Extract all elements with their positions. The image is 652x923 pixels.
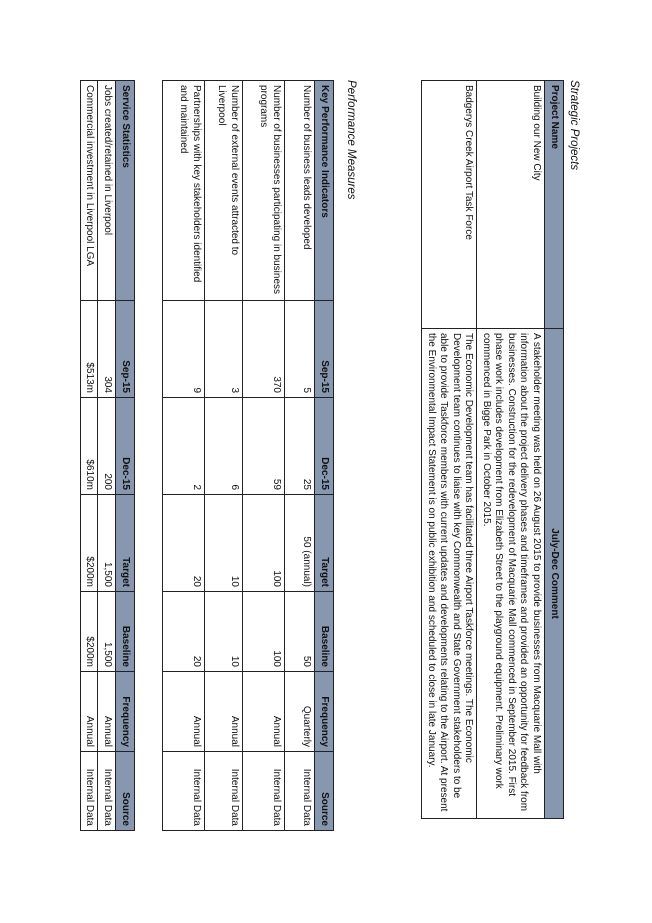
source-cell: Internal Data: [243, 752, 285, 831]
source-cell: Internal Data: [285, 752, 315, 831]
frequency-cell: Annual: [98, 672, 116, 752]
sep-15-cell: 9: [163, 301, 205, 398]
column-header: Source: [315, 752, 334, 831]
target-cell: $200m: [81, 495, 99, 592]
frequency-cell: Quarterly: [285, 672, 315, 752]
table-header-row: [315, 81, 334, 831]
dec-15-cell: 200: [98, 398, 116, 495]
column-header: Target: [116, 495, 135, 592]
kpi-cell: Partnerships with key stakeholders identified and maintained: [163, 81, 205, 301]
sep-15-cell: $513m: [81, 301, 99, 398]
source-cell: Internal Data: [81, 752, 99, 831]
service-statistics-table: [80, 80, 135, 831]
target-cell: 100: [243, 495, 285, 592]
column-header: Key Performance Indicators: [315, 81, 334, 301]
target-cell: 10: [205, 495, 243, 592]
baseline-cell: 10: [205, 592, 243, 672]
column-header: Target: [315, 495, 334, 592]
table-header-row: [116, 81, 135, 831]
frequency-cell: Annual: [205, 672, 243, 752]
strategic-projects-heading: Strategic Projects: [568, 80, 580, 171]
baseline-cell: 20: [163, 592, 205, 672]
baseline-cell: $200m: [81, 592, 99, 672]
performance-measures-heading: Performance Measures: [345, 80, 357, 200]
statistic-cell: Commercial investment in Liverpool LGA: [81, 81, 99, 301]
table-row: [477, 81, 545, 819]
comment-cell: A stakeholder meeting was held on 26 August 2015 to provide businesses from Macquarie Mall with information about the project delivery phases and timeframes and provided an opportunity for feedback from businesses. Construction for the redevelopment of Macquarie Mall commenced in September 2015. First phase work includes development from Elizabeth Street to the playground equipment. Preliminary work commenced in Bigge Park in October 2015.: [477, 329, 545, 819]
table-row: [98, 81, 116, 831]
dec-15-cell: 6: [205, 398, 243, 495]
baseline-cell: 100: [243, 592, 285, 672]
table-row: [81, 81, 99, 831]
column-header: Dec-15: [315, 398, 334, 495]
column-header: Sep-15: [315, 301, 334, 398]
table-row: [205, 81, 243, 831]
table-row: [163, 81, 205, 831]
target-cell: 50 (annual): [285, 495, 315, 592]
table-header-row: [545, 81, 564, 819]
table-row: [243, 81, 285, 831]
column-header: Frequency: [116, 672, 135, 752]
column-header: Service Statistics: [116, 81, 135, 301]
dec-15-cell: 2: [163, 398, 205, 495]
sep-15-cell: 304: [98, 301, 116, 398]
sep-15-cell: 3: [205, 301, 243, 398]
frequency-cell: Annual: [163, 672, 205, 752]
dec-15-cell: 25: [285, 398, 315, 495]
column-header: Baseline: [315, 592, 334, 672]
kpi-cell: Number of business leads developed: [285, 81, 315, 301]
baseline-cell: 1,500: [98, 592, 116, 672]
column-header: Sep-15: [116, 301, 135, 398]
kpi-cell: Number of businesses participating in business programs: [243, 81, 285, 301]
source-cell: Internal Data: [163, 752, 205, 831]
source-cell: Internal Data: [98, 752, 116, 831]
column-header: Baseline: [116, 592, 135, 672]
baseline-cell: 50: [285, 592, 315, 672]
sep-15-cell: 5: [285, 301, 315, 398]
source-cell: Internal Data: [205, 752, 243, 831]
frequency-cell: Annual: [243, 672, 285, 752]
column-header: Frequency: [315, 672, 334, 752]
target-cell: 1,500: [98, 495, 116, 592]
dec-15-cell: $610m: [81, 398, 99, 495]
strategic-projects-table: [422, 80, 565, 819]
frequency-cell: Annual: [81, 672, 99, 752]
column-header: Dec-15: [116, 398, 135, 495]
table-row: [285, 81, 315, 831]
statistic-cell: Jobs created/retained in Liverpool: [98, 81, 116, 301]
project-name-cell: Building our New City: [477, 81, 545, 329]
column-header: July-Dec Comment: [545, 329, 564, 819]
column-header: Source: [116, 752, 135, 831]
project-name-cell: Badgerys Creek Airport Task Force: [422, 81, 477, 329]
kpi-cell: Number of external events attracted to Liverpool: [205, 81, 243, 301]
target-cell: 20: [163, 495, 205, 592]
table-row: [422, 81, 477, 819]
column-header: Project Name: [545, 81, 564, 329]
performance-measures-table: [162, 80, 334, 831]
comment-cell: The Economic Development team has facilitated three Airport Taskforce meetings. The Economic Development team continues to liaise with key Commonwealth and State Government stakeholders to be able to provide Taskforce members with current updates and developments relating to the Airport. At present the Environmental Impact Statement is on public exhibition and scheduled to close in late January.: [422, 329, 477, 819]
dec-15-cell: 59: [243, 398, 285, 495]
sep-15-cell: 370: [243, 301, 285, 398]
